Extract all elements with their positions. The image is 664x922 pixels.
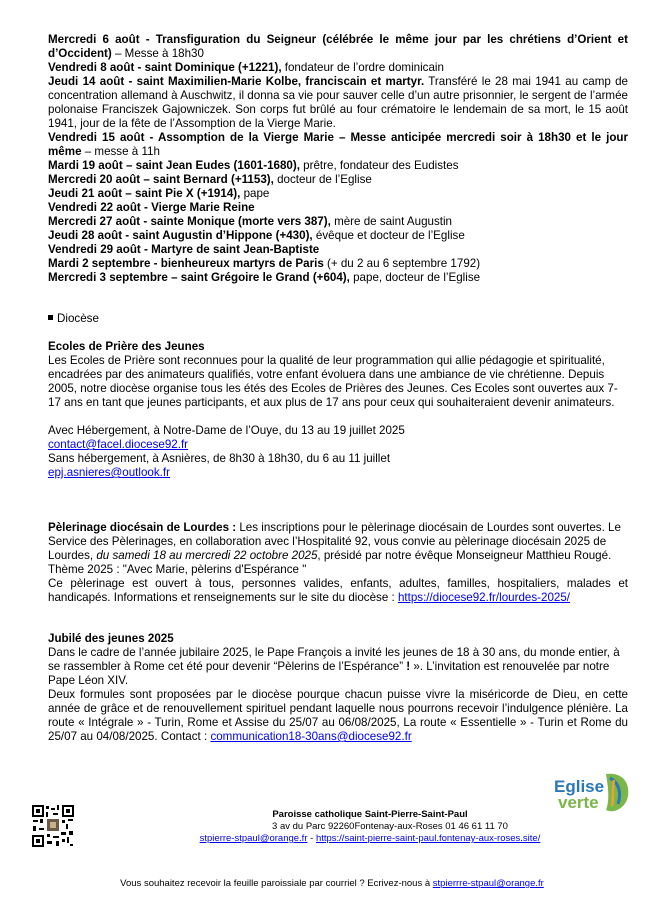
liturgical-calendar [48, 33, 628, 285]
calendar-item: Jeudi 28 août - saint Augustin d’Hippone (+430), évêque et docteur de l’Eglise [48, 229, 465, 242]
jubile-email-link[interactable]: communication18-30ans@diocese92.fr [210, 730, 412, 743]
ecoles-line1: Avec Hébergement, à Notre-Dame de l’Ouye, du 13 au 19 juillet 2025 [48, 424, 405, 437]
newsletter-line: Vous souhaitez recevoir la feuille paroissiale par courriel ? Ecrivez-nous à stpierrre-stpaul@orange.fr [120, 878, 544, 889]
calendar-item: Mercredi 3 septembre – saint Grégoire le Grand (+604), pape, docteur de l’Eglise [48, 271, 481, 284]
jubile-section [48, 632, 628, 744]
lourdes-section [48, 521, 628, 605]
ecoles-body: Les Ecoles de Prière sont reconnues pour la qualité de leur programmation qui allie pédagogie et spiritualité, encadrées par des animateurs qualifiés, votre enfant évoluera dans une ambiance de vie chrétienne. Depuis 2005, notre diocèse organise tous les étés des Ecoles de Prières des Jeunes. Ces Ecoles sont ouvertes aux 7-17 ans en tant que jeunes participants, et aux plus de 17 ans pour ceux qui souhaiteraient devenir animateurs. [48, 354, 618, 409]
lourdes-link[interactable]: https://diocese92.fr/lourdes-2025/ [397, 591, 571, 604]
calendar-item: Jeudi 21 août – saint Pie X (+1914), pape [48, 187, 270, 200]
calendar-item: Mardi 19 août – saint Jean Eudes (1601-1680), prêtre, fondateur des Eudistes [48, 159, 459, 172]
parish-address-block [160, 809, 580, 845]
calendar-item: Vendredi 29 août - Martyre de saint Jean-Baptiste [48, 243, 320, 256]
diocese-heading: Diocèse [48, 312, 628, 326]
lourdes-title: Pèlerinage diocésain de Lourdes : [48, 521, 237, 534]
calendar-item: Vendredi 8 août - saint Dominique (+1221), fondateur de l’ordre dominicain [48, 61, 444, 74]
calendar-item: Mercredi 6 août - Transfiguration du Seigneur (célébrée le même jour par les chrétiens d’Orient et d’Occident) – Messe à 18h30 [48, 33, 628, 60]
newsletter-email-link[interactable]: stpierrre-stpaul@orange.fr [432, 878, 544, 889]
parish-email-link[interactable]: stpierre-stpaul@orange.fr [199, 833, 308, 844]
ecoles-email2-link[interactable]: epj.asnieres@outlook.fr [48, 466, 170, 479]
calendar-item: Mardi 2 septembre - bienheureux martyrs de Paris (+ du 2 au 6 septembre 1792) [48, 257, 481, 270]
calendar-item: Jeudi 14 août - saint Maximilien-Marie Kolbe, franciscain et martyr. Transféré le 28 mai 1941 au camp de concentration allemand à Auschwitz, il donna sa vie pour sauver celle d’un autre prisonnier, le sergent de l’armée polonaise Franciszek Gajowniczek. Son corps fut brûlé au four crématoire le lendemain de sa mort, le 15 août 1941, jour de la fête de l’Assomption de la Vierge Marie. [48, 75, 629, 130]
jubile-body1: Dans le cadre de l’année jubilaire 2025, le Pape François a invité les jeunes de 18 à 30 ans, du monde entier, à se rassembler à Rome cet été pour devenir “Pèlerins de l’Espérance” ! ». L’invitation est renouvelée par notre Pape Léon XIV. [48, 646, 620, 687]
parish-address: 3 av du Parc 92260Fontenay-aux-Roses 01 46 61 11 70 [272, 821, 508, 832]
calendar-item: Mercredi 27 août - sainte Monique (morte vers 387), mère de saint Augustin [48, 215, 453, 228]
calendar-item: Mercredi 20 août – saint Bernard (+1153), docteur de l’Eglise [48, 173, 372, 186]
ecoles-section [48, 340, 628, 480]
jubile-body2: Deux formules sont proposées par le diocèse pourque chacun puisse vivre la miséricorde de Dieu, en cette année de grâce et de renouvellement spirituel pendant laquelle nous pourrons recevoir l’indulgence plénière. La route « Intégrale » - Turin, Rome et Assise du 25/07 au 06/08/2025, La route « Essentielle » - Turin et Rome du 25/07 au 04/08/2025. Contact : communication18-30ans@diocese92.fr [48, 688, 628, 743]
lourdes-dates: du samedi 18 au mercredi 22 octobre 2025 [96, 549, 318, 562]
ecoles-line2: Sans hébergement, à Asnières, de 8h30 à 18h30, du 6 au 11 juillet [48, 452, 391, 465]
parish-contacts: stpierre-stpaul@orange.fr - https://saint-pierre-saint-paul.fontenay-aux-roses.site/ [199, 833, 541, 844]
parish-website-link[interactable]: https://saint-pierre-saint-paul.fontenay-aux-roses.site/ [315, 833, 541, 844]
qr-code-icon [31, 804, 75, 848]
page-content [48, 33, 628, 744]
square-bullet-icon [48, 315, 53, 320]
calendar-item: Vendredi 15 août - Assomption de la Vierge Marie – Messe anticipée mercredi soir à 18h30 et le jour même – messe à 11h [48, 131, 628, 158]
calendar-item: Vendredi 22 août - Vierge Marie Reine [48, 201, 255, 214]
logo-text-eglise: Eglise [554, 777, 605, 796]
lourdes-body2: Ce pèlerinage est ouvert à tous, personnes valides, enfants, adultes, familles, hospitaliers, malades et handicapés. Informations et renseignements sur le site du diocèse : https://diocese92.fr/lourdes-2025/ [48, 577, 628, 604]
ecoles-email1-link[interactable]: contact@facel.diocese92.fr [48, 438, 189, 451]
lourdes-body: Pèlerinage diocésain de Lourdes : Les inscriptions pour le pèlerinage diocésain de Lourdes sont ouvertes. Le Service des Pèlerinages, en collaboration avec l’Hospitalité 92, vous convie au pèlerinage diocésain 2025 de Lourdes, du samedi 18 au mercredi 22 octobre 2025, présidé par notre évêque Monseigneur Matthieu Rougé. Thème 2025 : "Avec Marie, pèlerins d'Espérance " [48, 521, 621, 576]
jubile-title: Jubilé des jeunes 2025 [48, 632, 174, 645]
logo-text-verte: verte [558, 793, 599, 812]
ecoles-title: Ecoles de Prière des Jeunes [48, 340, 205, 353]
parish-name: Paroisse catholique Saint-Pierre-Saint-Paul [272, 809, 468, 820]
footer [0, 770, 664, 922]
